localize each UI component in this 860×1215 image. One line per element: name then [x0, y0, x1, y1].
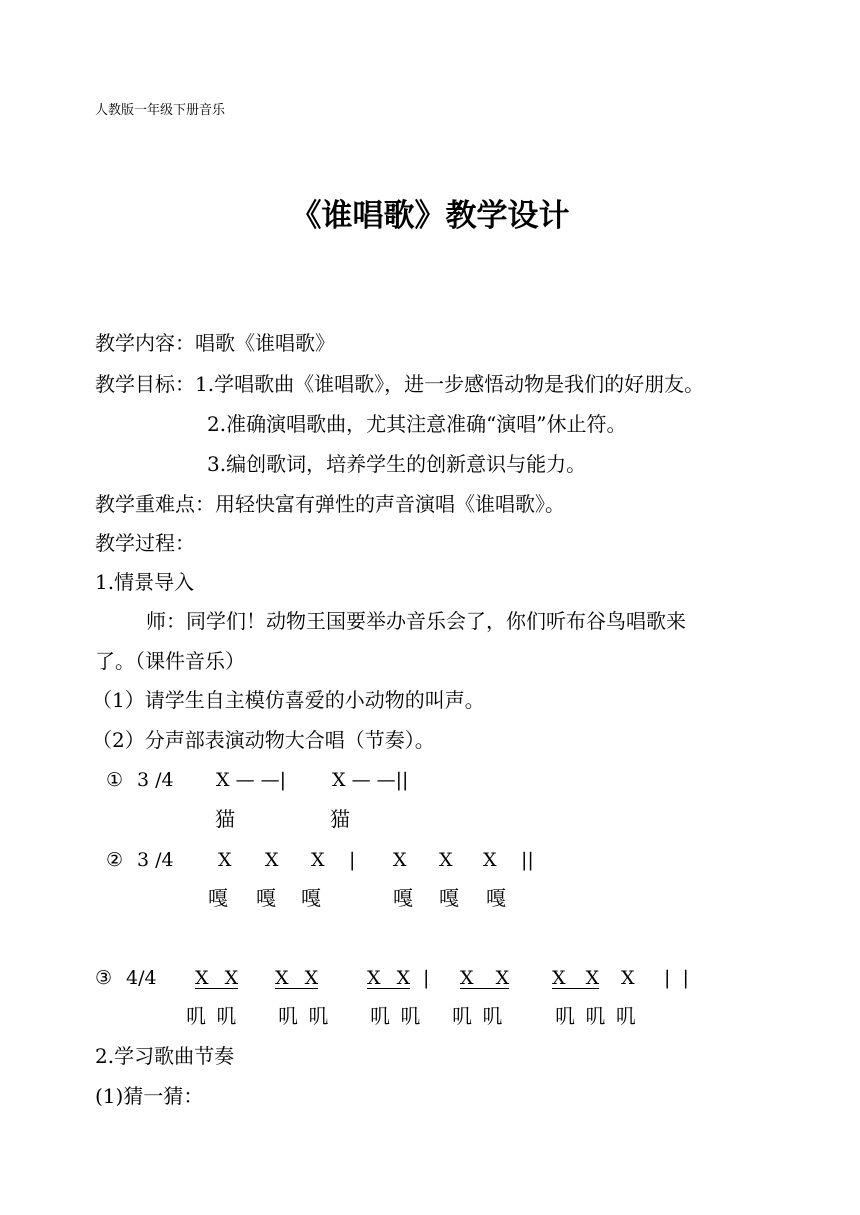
- rhythm-note: X: [439, 849, 453, 871]
- rhythm-lyric: 叽 叽: [370, 1004, 421, 1028]
- rhythm-number: ③: [95, 967, 113, 989]
- rhythm-note-pair: X X: [367, 967, 411, 989]
- rhythm-lyric: 叽 叽: [278, 1004, 329, 1028]
- paragraph-line: 了。（课件音乐）: [95, 649, 245, 673]
- rhythm-notes: X — —||: [332, 769, 409, 791]
- bar-line: ||: [521, 849, 534, 871]
- rhythm-lyric: 嘎: [301, 886, 321, 910]
- rhythm-lyric: 叽 叽 叽: [555, 1004, 636, 1028]
- goal-item: 3.编创歌词，培养学生的创新意识与能力。: [207, 452, 587, 476]
- key-difficulty-value: 用轻快富有弹性的声音演唱《谁唱歌》。: [215, 492, 565, 516]
- rhythm-lyric: 嘎: [439, 886, 459, 910]
- rhythm-lyric: 猫: [330, 807, 350, 831]
- page-title: 《谁唱歌》教学设计: [290, 198, 570, 234]
- time-signature: 3 /4: [137, 849, 174, 871]
- rhythm-lyric: 嘎: [256, 886, 276, 910]
- teaching-goals: [95, 370, 704, 398]
- rhythm-note: X: [483, 849, 497, 871]
- rhythm-lyric: 猫: [215, 807, 235, 831]
- rhythm-note: X: [265, 849, 279, 871]
- step-item: (1)猜一猜：: [95, 1084, 204, 1108]
- step-item: （1）请学生自主模仿喜爱的小动物的叫声。: [92, 688, 485, 712]
- bar-line: |: [349, 849, 356, 871]
- rhythm-note: X: [621, 967, 635, 989]
- bar-line: |: [423, 967, 430, 989]
- key-difficulty-label: 教学重难点：: [95, 492, 215, 516]
- paragraph-line: 师：同学们！动物王国要举办音乐会了，你们听布谷鸟唱歌来: [146, 609, 686, 633]
- rhythm-lyric: 嘎: [393, 886, 413, 910]
- rhythm-lyric: 叽 叽: [452, 1004, 503, 1028]
- rhythm-note: X: [218, 849, 232, 871]
- process-label: 教学过程：: [95, 531, 195, 555]
- rhythm-number: ②: [106, 849, 124, 871]
- rhythm-note-pair: X X: [195, 967, 239, 989]
- section-heading: 1.情景导入: [95, 570, 195, 594]
- rhythm-note-pair: X X: [275, 967, 319, 989]
- time-signature: 4/4: [126, 967, 157, 989]
- goal-item: 1.学唱歌曲《谁唱歌》，进一步感悟动物是我们的好朋友。: [195, 372, 705, 396]
- time-signature: 3 /4: [137, 769, 174, 791]
- teaching-content: [95, 329, 335, 357]
- section-heading: 2.学习歌曲节奏: [95, 1044, 235, 1068]
- teaching-content-value: 唱歌《谁唱歌》: [195, 331, 335, 355]
- rhythm-lyric: 叽 叽: [186, 1004, 237, 1028]
- document-header: 人教版一年级下册音乐: [95, 103, 226, 118]
- teaching-content-label: 教学内容：: [95, 331, 195, 355]
- rhythm-note: X: [311, 849, 325, 871]
- rhythm-lyric: 嘎: [208, 886, 228, 910]
- end-bar-line: | |: [664, 967, 689, 989]
- rhythm-note-pair: X X: [552, 967, 600, 989]
- key-difficulty: [95, 490, 565, 518]
- rhythm-lyric: 嘎: [486, 886, 506, 910]
- step-item: （2）分声部表演动物大合唱（节奏）。: [92, 728, 435, 752]
- rhythm-number: ①: [106, 769, 124, 791]
- rhythm-notes: X — —|: [216, 769, 287, 791]
- rhythm-note-pair: X X: [460, 967, 510, 989]
- goal-item: 2.准确演唱歌曲，尤其注意准确“演唱”休止符。: [207, 412, 627, 436]
- teaching-goals-label: 教学目标：: [95, 372, 195, 396]
- rhythm-note: X: [393, 849, 407, 871]
